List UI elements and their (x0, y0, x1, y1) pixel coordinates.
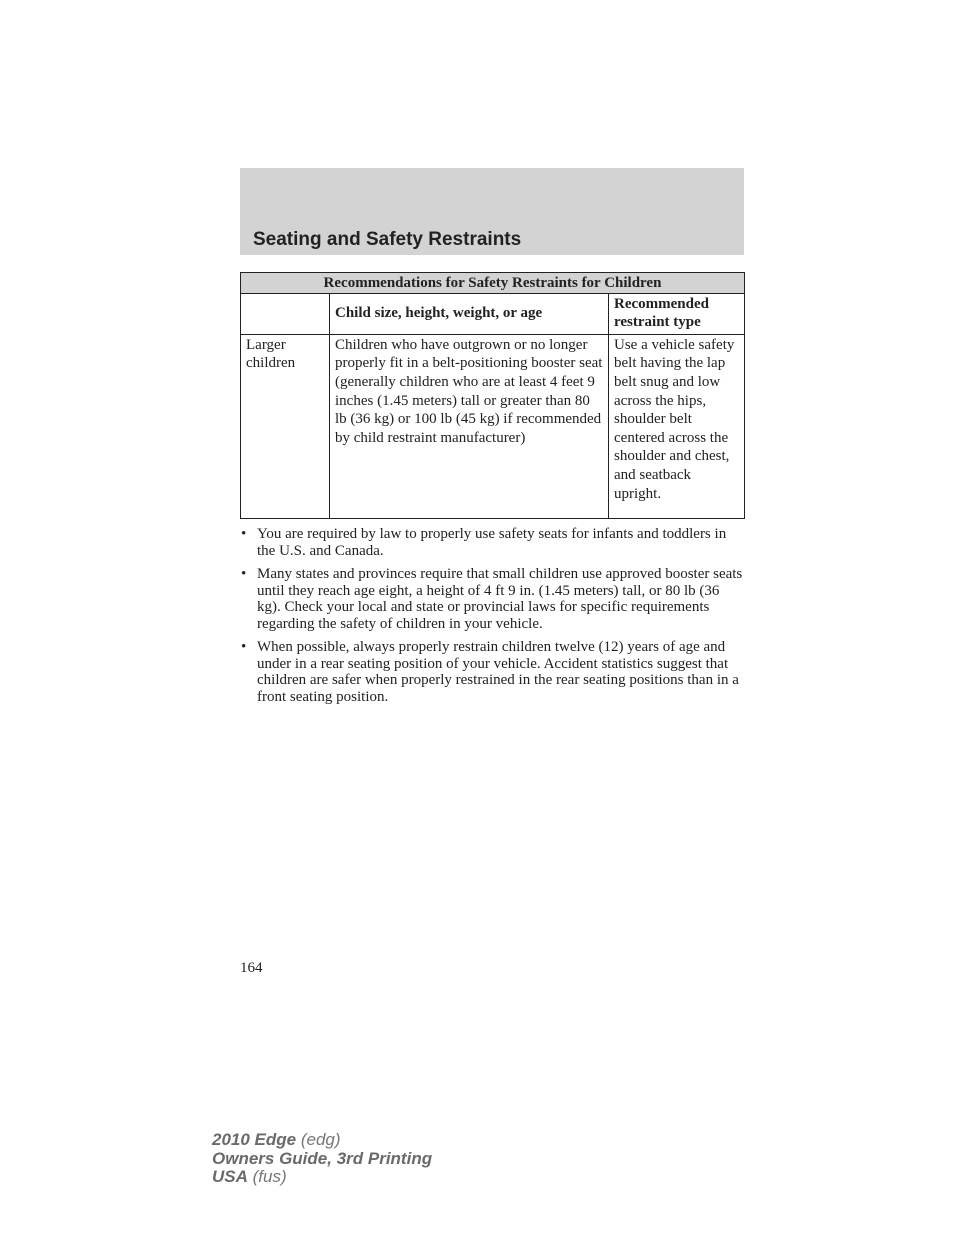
page-number: 164 (240, 960, 263, 976)
table-row (241, 334, 745, 518)
footer-model-code: (edg) (300, 1130, 341, 1149)
footer-market: USA (212, 1167, 248, 1186)
table-header-row (241, 293, 745, 334)
column-header-child-size: Child size, height, weight, or age (330, 293, 609, 334)
list-item (240, 526, 744, 559)
column-header-category (241, 293, 330, 334)
restraint-recommendations-table (240, 272, 745, 519)
footer-line-market (212, 1168, 432, 1187)
footer-model: 2010 Edge (212, 1130, 297, 1149)
bullet-text: You are required by law to properly use safety seats for infants and toddlers in the U.S. and Canada. (257, 526, 727, 559)
safety-bullet-list (240, 526, 744, 712)
section-title: Seating and Safety Restraints (253, 229, 522, 250)
cell-restraint-type: Use a vehicle safety belt having the lap belt snug and low across the hips, shoulder belt centered across the shoulder and chest, and seatback upright. (609, 334, 745, 518)
section-header-band (240, 168, 744, 255)
bullet-marker: • (241, 526, 247, 542)
cell-category: Larger children (241, 334, 330, 518)
bullet-marker: • (241, 566, 247, 582)
footer-market-code: (fus) (252, 1167, 287, 1186)
bullet-text: Many states and provinces require that small children use approved booster seats until they reach age eight, a height of 4 ft 9 in. (1.45 meters) tall, or 80 lb (36 kg). Check your local and state or provincial laws for specific requirements regarding the safety of children in your vehicle. (257, 566, 743, 632)
list-item (240, 566, 744, 632)
bullet-marker: • (241, 639, 247, 655)
column-header-restraint-type: Recommended restraint type (609, 293, 745, 334)
list-item (240, 639, 744, 705)
table-caption-row (241, 273, 745, 294)
cell-child-size: Children who have outgrown or no longer properly fit in a belt-positioning booster seat (generally children who are at least 4 feet 9 inches (1.45 meters) tall or greater than 80 lb (36 kg) or 100 lb (45 kg) if recommended by child restraint manufacturer) (330, 334, 609, 518)
bullet-text: When possible, always properly restrain children twelve (12) years of age and under in a rear seating position of your vehicle. Accident statistics suggest that children are safer when properly restrained in the rear seating positions than in a front seating position. (257, 639, 739, 705)
document-footer (212, 1131, 432, 1187)
footer-line-model (212, 1131, 432, 1150)
footer-printing: Owners Guide, 3rd Printing (212, 1148, 433, 1168)
table-caption: Recommendations for Safety Restraints for Children (241, 273, 745, 294)
